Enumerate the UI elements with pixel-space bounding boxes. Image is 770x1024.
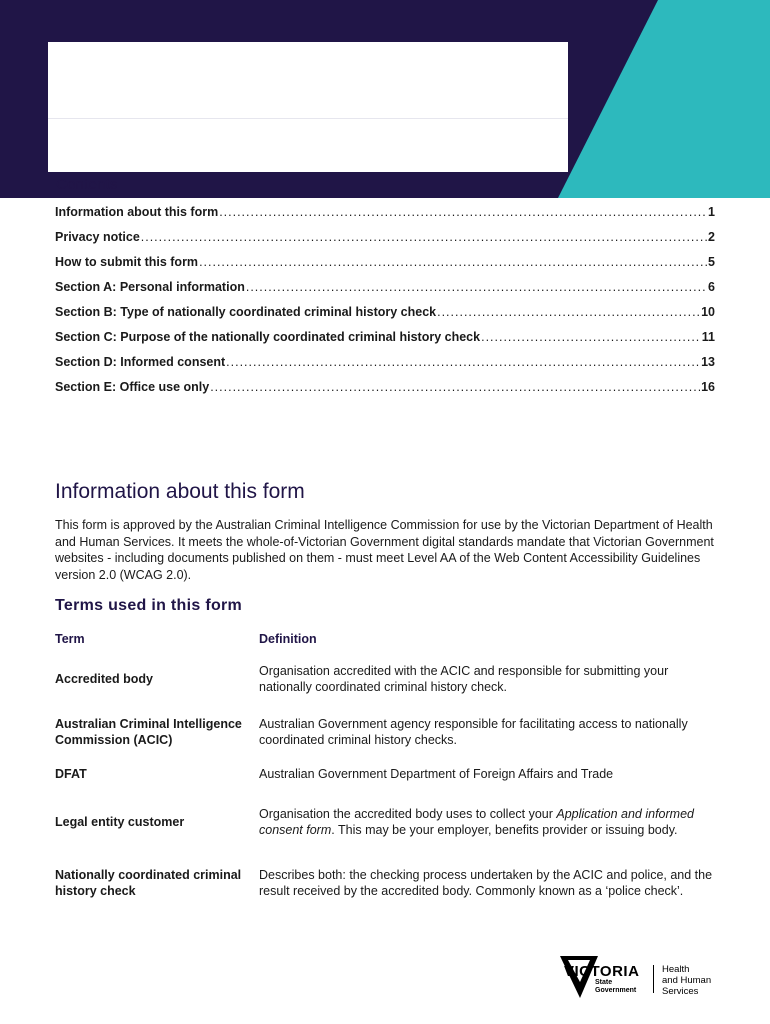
table-row bbox=[55, 651, 715, 706]
definition-text: Australian Government agency responsible for facilitating access to nationally coordinated criminal history checks. bbox=[259, 717, 688, 747]
toc-entry-section-d[interactable] bbox=[55, 355, 715, 380]
term-cell: Legal entity customer bbox=[55, 815, 185, 829]
toc-entry-page: 5 bbox=[708, 255, 715, 269]
definition-text: Describes both: the checking process undertaken by the ACIC and police, and the result received by the accredited body. Commonly known as a ‘police check’. bbox=[259, 868, 713, 898]
logo-department-name bbox=[662, 964, 732, 997]
toc-leader-dots bbox=[141, 230, 707, 244]
toc-entry-title: Privacy notice bbox=[55, 230, 140, 244]
toc-entry-page: 13 bbox=[701, 355, 715, 369]
toc-entry-section-e[interactable] bbox=[55, 380, 715, 405]
toc-entry-page: 1 bbox=[708, 205, 715, 219]
toc-entry-page: 11 bbox=[701, 330, 715, 344]
info-paragraph: This form is approved by the Australian Criminal Intelligence Commission for use by the Victorian Department of Health and Human Services. It meets the whole-of-Victorian Government digital standards mandate that Victorian Government websites - including documents published on them - must meet Level AA of the Web Content Accessibility Guidelines version 2.0 (WCAG 2.0). bbox=[55, 518, 714, 582]
toc-entry-title: Section B: Type of nationally coordinated criminal history check bbox=[55, 305, 437, 319]
definition-cell bbox=[259, 663, 715, 695]
info-heading: Information about this form bbox=[55, 480, 305, 503]
definition-cell bbox=[259, 806, 715, 838]
toc-entry-title: Section C: Purpose of the nationally coordinated criminal history check bbox=[55, 330, 481, 344]
terms-table-header bbox=[55, 627, 715, 651]
toc-entry-information[interactable] bbox=[55, 205, 715, 230]
definition-column-header: Definition bbox=[259, 632, 317, 646]
toc-entry-title: Information about this form bbox=[55, 205, 219, 219]
term-cell: Australian Criminal Intelligence Commission (ACIC) bbox=[55, 717, 242, 747]
toc-leader-dots bbox=[246, 280, 707, 294]
toc-leader-dots bbox=[437, 305, 700, 319]
table-row bbox=[55, 854, 715, 912]
table-row bbox=[55, 758, 715, 790]
logo-state-line: State bbox=[595, 979, 613, 986]
toc-entry-page: 10 bbox=[701, 305, 715, 319]
term-cell: Accredited body bbox=[55, 671, 153, 686]
term-column-header: Term bbox=[55, 632, 85, 646]
toc-leader-dots bbox=[226, 355, 700, 369]
definition-text-continued: . This may be your employer, benefits provider or issuing body. bbox=[331, 823, 678, 837]
definition-text: Australian Government Department of Foreign Affairs and Trade bbox=[259, 767, 614, 781]
term-cell: Nationally coordinated criminal history check bbox=[55, 868, 242, 898]
toc-entry-title: Section A: Personal information bbox=[55, 280, 245, 294]
terms-table bbox=[55, 627, 715, 912]
term-cell: DFAT bbox=[55, 767, 87, 781]
toc-entry-section-c[interactable] bbox=[55, 330, 715, 355]
definition-emphasis: Application and informed consent form bbox=[259, 807, 694, 837]
header-banner bbox=[0, 0, 770, 198]
toc-leader-dots bbox=[199, 255, 707, 269]
definition-cell bbox=[259, 716, 715, 748]
toc-entry-section-b[interactable] bbox=[55, 305, 715, 330]
toc-entry-title: Section D: Informed consent bbox=[55, 355, 226, 369]
toc-leader-dots bbox=[219, 205, 707, 219]
terms-heading: Terms used in this form bbox=[55, 597, 243, 614]
definition-cell bbox=[259, 766, 715, 782]
logo-victoria-wordmark: VICTORIA bbox=[564, 963, 640, 980]
logo-dept-line: Health bbox=[662, 964, 690, 975]
toc-leader-dots bbox=[210, 380, 700, 394]
logo-dept-line: and Human bbox=[662, 975, 712, 986]
toc-entry-page: 2 bbox=[708, 230, 715, 244]
victoria-government-logo bbox=[558, 950, 728, 1000]
toc-entry-page: 16 bbox=[701, 380, 715, 394]
table-row bbox=[55, 790, 715, 854]
definition-text: Organisation the accredited body uses to collect your bbox=[259, 807, 557, 821]
table-of-contents bbox=[55, 205, 715, 405]
toc-entry-section-a[interactable] bbox=[55, 280, 715, 305]
toc-entry-page: 6 bbox=[708, 280, 715, 294]
logo-divider bbox=[653, 965, 654, 993]
contents-heading: Contents bbox=[56, 176, 118, 193]
toc-leader-dots bbox=[481, 330, 701, 344]
logo-dept-line: Services bbox=[662, 986, 699, 997]
toc-entry-title: How to submit this form bbox=[55, 255, 199, 269]
toc-entry-title: Section E: Office use only bbox=[55, 380, 210, 394]
title-box bbox=[48, 42, 568, 172]
table-row bbox=[55, 706, 715, 758]
logo-government-line: Government bbox=[595, 986, 637, 994]
toc-entry-how-to-submit[interactable] bbox=[55, 255, 715, 280]
title-box-divider bbox=[48, 118, 568, 119]
logo-state-government bbox=[595, 979, 645, 994]
toc-entry-privacy[interactable] bbox=[55, 230, 715, 255]
definition-text: Organisation accredited with the ACIC and responsible for submitting your nationally coordinated criminal history check. bbox=[259, 663, 669, 694]
definition-cell bbox=[259, 867, 715, 899]
